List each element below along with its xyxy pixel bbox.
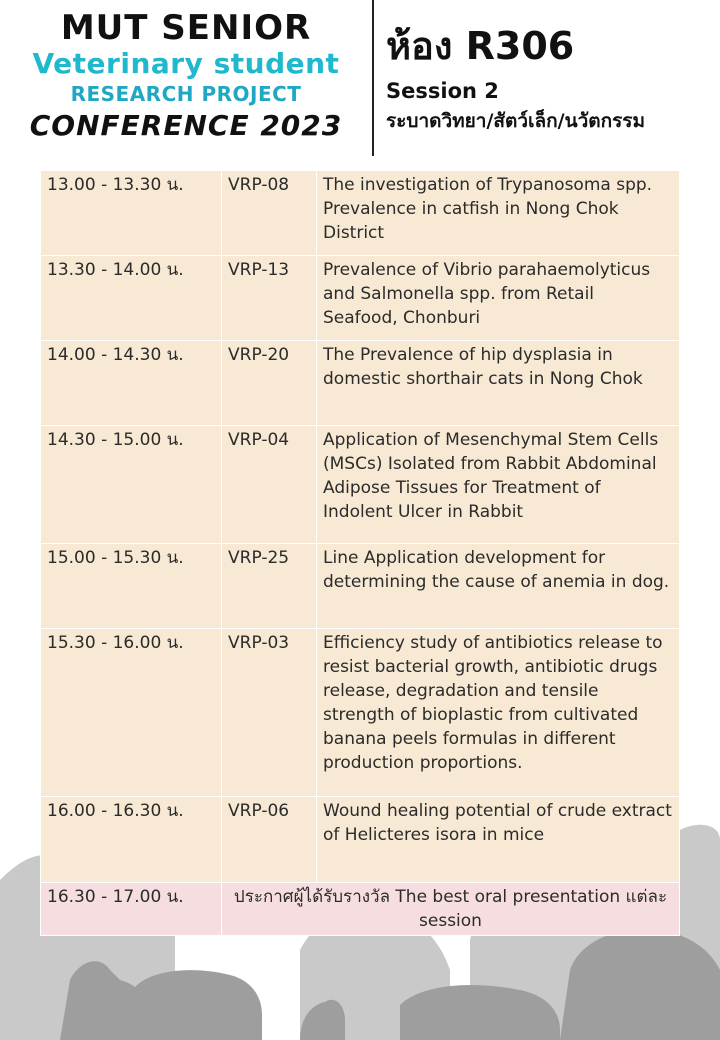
paper-code-cell: VRP-20 (222, 341, 317, 426)
time-cell: 14.30 - 15.00 น. (41, 426, 222, 544)
paper-title-cell: The Prevalence of hip dysplasia in domestic shorthair cats in Nong Chok (317, 341, 680, 426)
paper-code-cell: VRP-13 (222, 256, 317, 341)
paper-title-cell: Line Application development for determining the cause of anemia in dog. (317, 544, 680, 629)
time-cell: 15.00 - 15.30 น. (41, 544, 222, 629)
paper-code-cell: VRP-08 (222, 171, 317, 256)
paper-title-cell: Efficiency study of antibiotics release to resist bacterial growth, antibiotic drugs release, degradation and tensile strength of bioplastic from cultivated banana peels formulas in different production proportions. (317, 629, 680, 797)
paper-title-cell: The investigation of Trypanosoma spp. Prevalence in catfish in Nong Chok District (317, 171, 680, 256)
schedule-row (41, 797, 680, 883)
schedule-row (41, 171, 680, 256)
logo-line-3: RESEARCH PROJECT (70, 82, 302, 106)
paper-title-cell: Application of Mesenchymal Stem Cells (MSCs) Isolated from Rabbit Abdominal Adipose Tissues for Treatment of Indolent Ulcer in Rabbit (317, 426, 680, 544)
time-cell: 16.00 - 16.30 น. (41, 797, 222, 883)
schedule-table (40, 170, 680, 936)
time-cell: 16.30 - 17.00 น. (41, 883, 222, 936)
schedule-row (41, 544, 680, 629)
award-announcement-cell: ประกาศผู้ได้รับรางวัล The best oral presentation แต่ละ session (222, 883, 680, 936)
schedule-row (41, 629, 680, 797)
logo-line-1: MUT SENIOR (60, 8, 312, 48)
paper-code-cell: VRP-03 (222, 629, 317, 797)
room-title: ห้อง R306 (386, 24, 575, 68)
schedule-row (41, 426, 680, 544)
schedule-row (41, 341, 680, 426)
time-cell: 13.30 - 14.00 น. (41, 256, 222, 341)
time-cell: 15.30 - 16.00 น. (41, 629, 222, 797)
logo-line-2: Veterinary student (32, 47, 340, 80)
header-divider (372, 0, 374, 156)
track-label: ระบาดวิทยา/สัตว์เล็ก/นวัตกรรม (386, 110, 646, 132)
session-label: Session 2 (386, 79, 499, 103)
paper-code-cell: VRP-25 (222, 544, 317, 629)
page-header (0, 0, 720, 160)
award-row (41, 883, 680, 936)
paper-title-cell: Prevalence of Vibrio parahaemolyticus and Salmonella spp. from Retail Seafood, Chonburi (317, 256, 680, 341)
paper-title-cell: Wound healing potential of crude extract of Helicteres isora in mice (317, 797, 680, 883)
time-cell: 13.00 - 13.30 น. (41, 171, 222, 256)
time-cell: 14.00 - 14.30 น. (41, 341, 222, 426)
conference-logo (0, 8, 372, 144)
logo-line-4: CONFERENCE 2023 (29, 109, 343, 142)
schedule-row (41, 256, 680, 341)
paper-code-cell: VRP-06 (222, 797, 317, 883)
paper-code-cell: VRP-04 (222, 426, 317, 544)
